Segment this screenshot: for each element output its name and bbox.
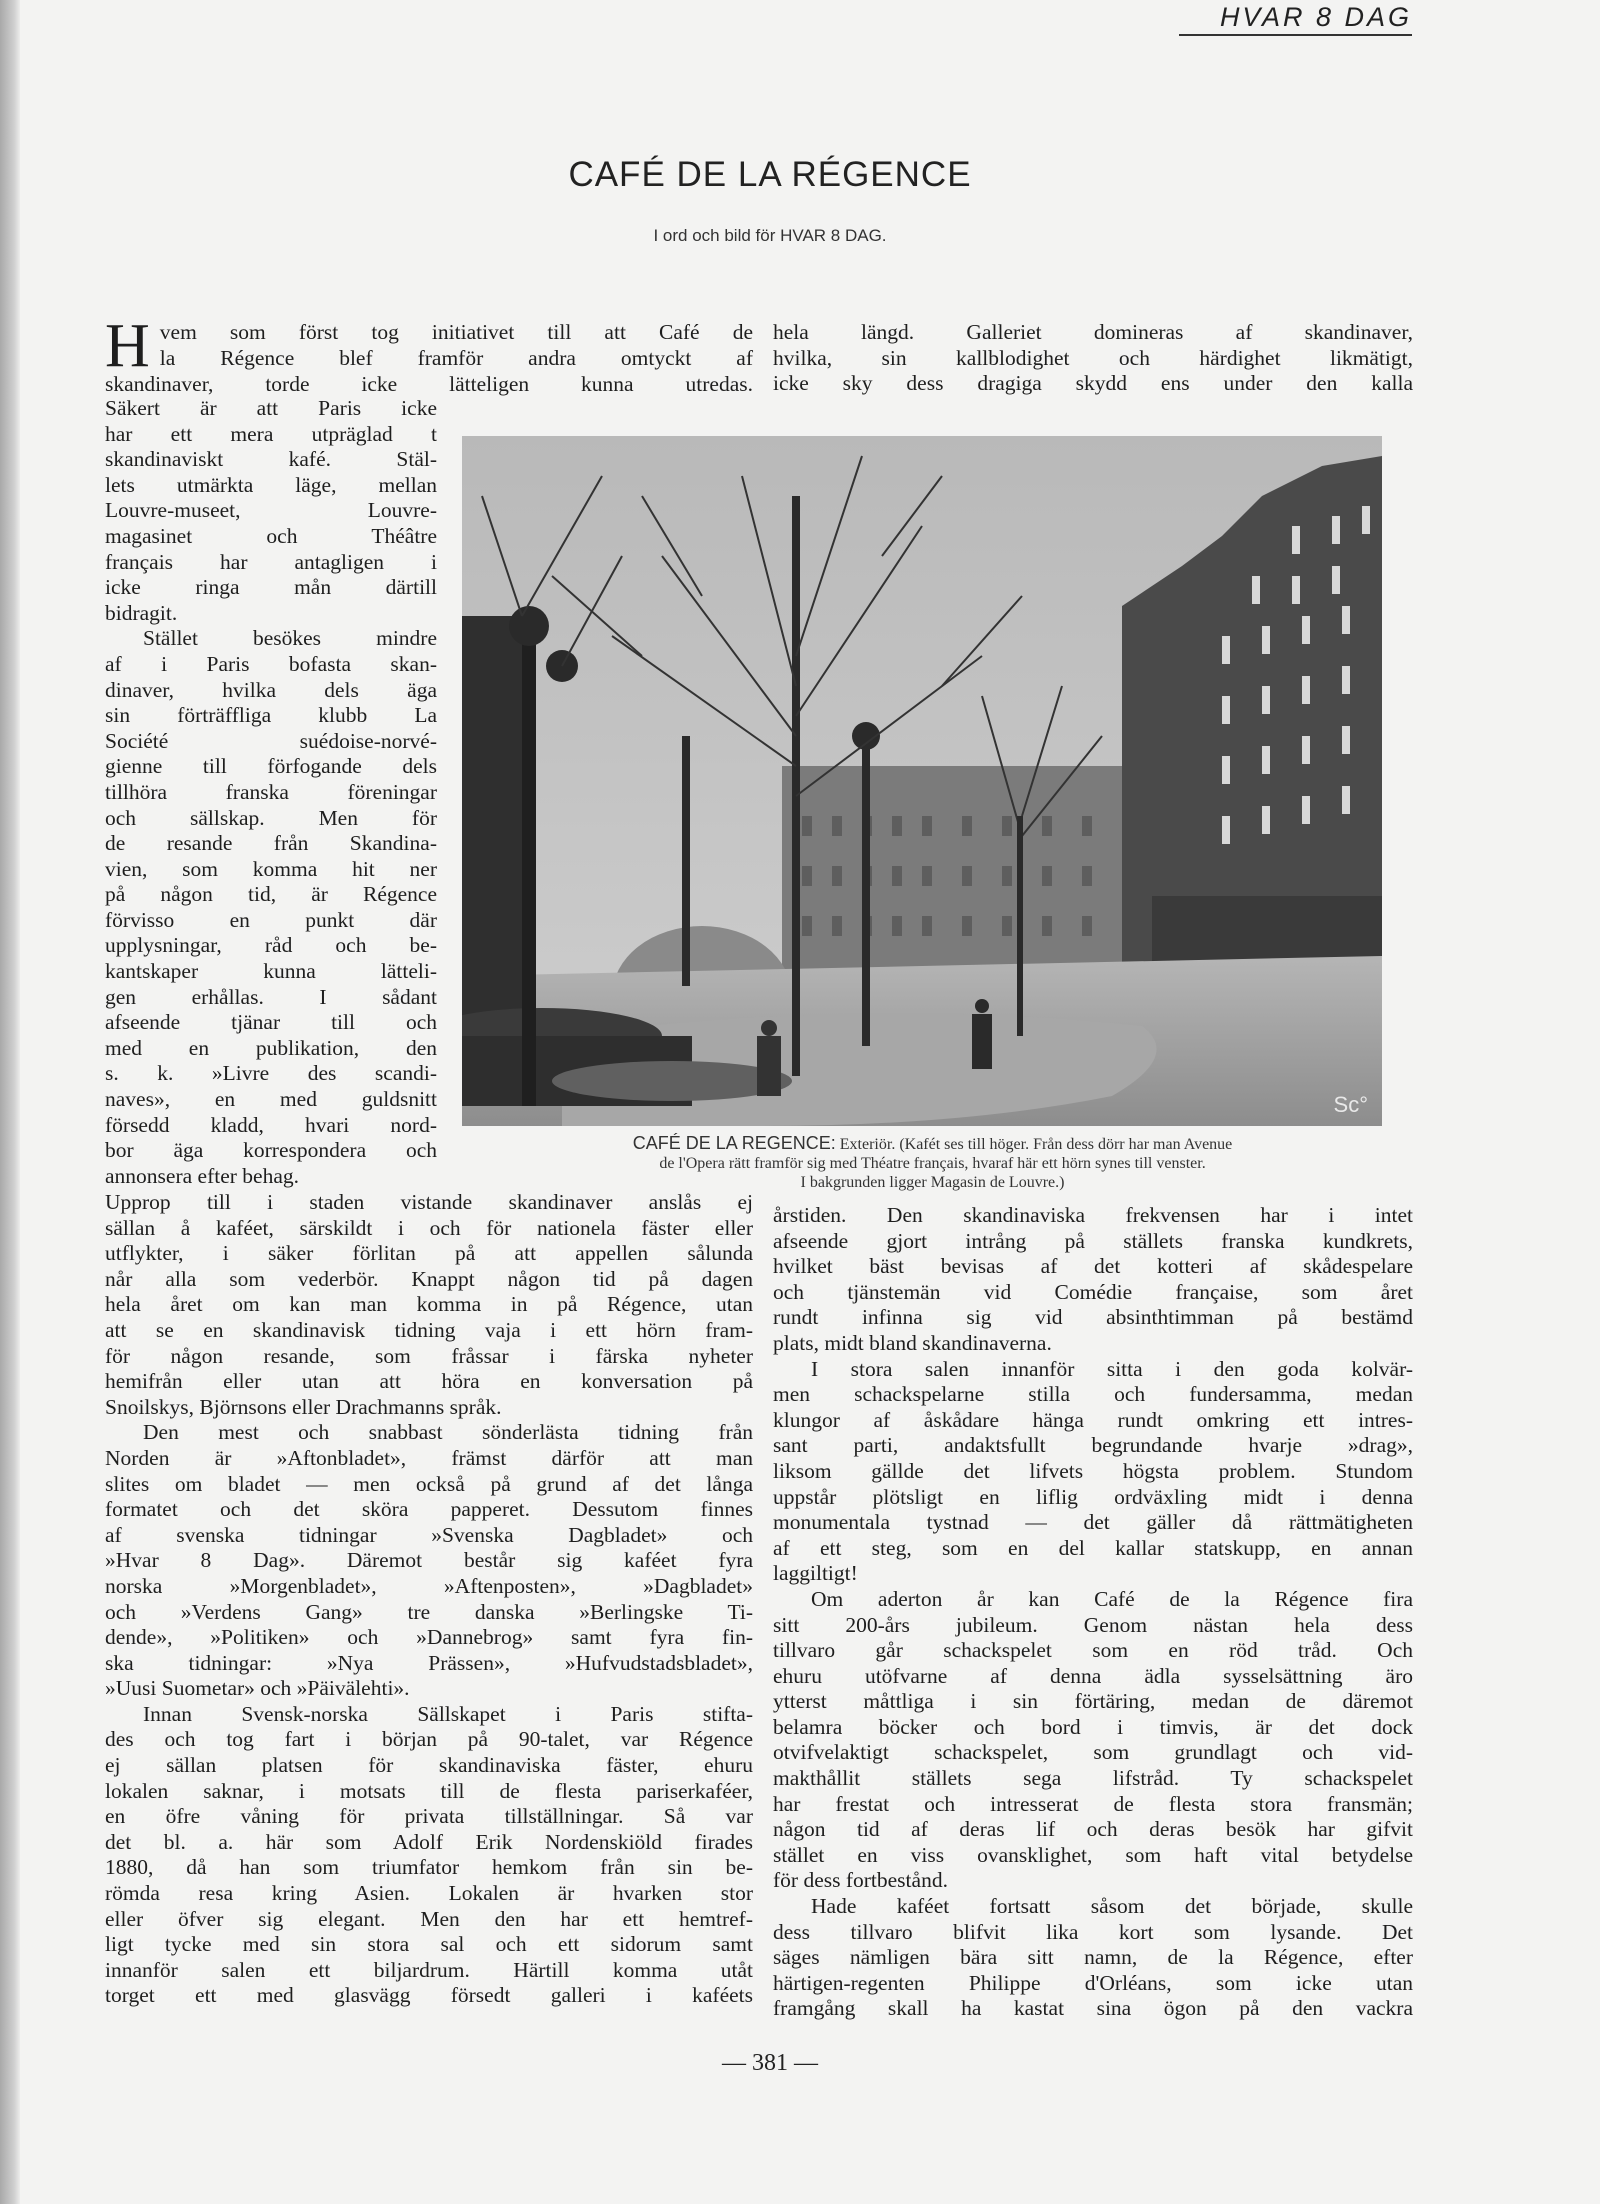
text-line: vem som först tog initiativet till att Café de: [159, 320, 753, 344]
magazine-page: [20, 0, 1600, 2204]
text-line: kantskaper kunna lätteli-: [105, 959, 437, 984]
article-subtitle: I ord och bild för HVAR 8 DAG.: [653, 226, 887, 245]
text-line: af i Paris bofasta skan-: [105, 651, 437, 676]
text-line: français har antagligen i: [105, 549, 437, 574]
text-line: 1880, då han som triumfator hemkom från sin be-: [105, 1855, 753, 1880]
text-line: Upprop till i staden vistande skandinaver anslås ej: [105, 1190, 753, 1214]
street-photo-cafe-exterior: [462, 436, 1382, 1126]
text-line: ytterst måttliga i sin förtäring, medan de däremot: [773, 1689, 1413, 1714]
photo-caption: [460, 1134, 1405, 1192]
text-line: tillhöra franska föreningar: [105, 779, 437, 804]
text-line: tillvaro går schackspelet som en röd tråd. Och: [773, 1638, 1413, 1663]
text-line: bor äga korrespondera och: [105, 1138, 437, 1163]
running-head: HVAR 8 DAG: [1219, 2, 1412, 32]
text-line: Louvre-museet, Louvre-: [105, 498, 437, 523]
text-line: Den mest och snabbast sönderlästa tidning från: [143, 1420, 753, 1445]
text-line: stället en viss ovansklighet, som haft vital betydelse: [773, 1842, 1413, 1867]
text-line: bidragit.: [105, 600, 178, 625]
text-line: otvifvelaktigt schackspelet, som grundlagt och vid-: [773, 1740, 1413, 1765]
text-line: s. k. »Livre des scandi-: [105, 1061, 437, 1086]
text-line: årstiden. Den skandinaviska frekvensen har i intet: [773, 1203, 1413, 1227]
text-line: rundt infinna sig vid absinthtimman på bestämd: [773, 1305, 1413, 1330]
left-narrow-column: [105, 396, 437, 1189]
text-line: liksom gällde det lifvets högsta problem. Stundom: [773, 1458, 1413, 1483]
text-line: römda resa kring Asien. Lokalen är hvarken stor: [105, 1881, 753, 1906]
caption-line: I bakgrunden ligger Magasin de Louvre.): [800, 1174, 1065, 1191]
caption-line: de l'Opera rätt framför sig med Théatre français, hvaraf här ett hörn synes till venster.: [659, 1155, 1206, 1172]
text-line: ej sällan platsen för skandinaviska fäster, ehuru: [105, 1753, 753, 1778]
text-line: magasinet och Théâtre: [105, 523, 437, 548]
text-line: afseende gjort intrång på ställets franska kundkrets,: [773, 1228, 1413, 1253]
text-line: Innan Svensk-norska Sällskapet i Paris stifta-: [143, 1701, 753, 1726]
intro-paragraph: [105, 312, 753, 398]
text-line: des och tog fart i början på 90-talet, var Régence: [105, 1727, 753, 1752]
text-line: innanför salen ett biljardrum. Härtill komma utåt: [105, 1957, 753, 1982]
text-line: icke sky dess dragiga skydd ens under den kalla: [773, 371, 1413, 396]
text-line: upplysningar, råd och be-: [105, 933, 437, 958]
text-line: sitt 200-års jubileum. Genom nästan hela dess: [773, 1612, 1413, 1637]
text-line: afseende tjänar till och: [105, 1010, 437, 1035]
text-line: norska »Morgenbladet», »Aftenposten», »Dagbladet»: [105, 1573, 753, 1598]
text-line: ehuru utöfvarne af denna ädla sysselsättning äro: [773, 1663, 1413, 1688]
text-line: dinaver, hvilka dels äga: [105, 677, 437, 702]
text-line: de resande från Skandina-: [105, 831, 437, 856]
text-line: och »Verdens Gang» tre danska »Berlingske Ti-: [105, 1599, 753, 1624]
text-line: la Régence blef framför andra omtyckt af: [159, 345, 753, 370]
text-line: hvilka, sin kallblodighet och härdighet likmätigt,: [773, 345, 1413, 370]
text-line: gienne till förfogande dels: [105, 754, 437, 779]
text-line: Hade kaféet fortsatt såsom det började, skulle: [811, 1894, 1413, 1919]
text-line: belamra böcker och bord i timvis, är det dock: [773, 1714, 1413, 1739]
text-line: formatet och det sköra papperet. Dessutom finnes: [105, 1497, 753, 1522]
right-column-body: [773, 1203, 1413, 2022]
page-number: — 381 —: [722, 2050, 818, 2076]
text-line: men schackspelarne stilla och fundersamma, medan: [773, 1382, 1413, 1407]
text-line: makthållit ställets sega lifstråd. Ty schackspelet: [773, 1766, 1413, 1791]
text-line: med en publikation, den: [105, 1035, 437, 1060]
text-line: hela året om kan man komma in på Régence, utan: [105, 1292, 753, 1317]
text-line: skandinaviskt kafé. Stäl-: [105, 447, 437, 472]
text-line: icke ringa mån därtill: [105, 575, 437, 600]
text-line: Om aderton år kan Café de la Régence fira: [811, 1586, 1413, 1611]
text-line: annonsera efter behag.: [105, 1163, 299, 1188]
text-line: Stället besökes mindre: [143, 626, 437, 651]
text-line: lets utmärkta läge, mellan: [105, 472, 437, 497]
scan-edge: [0, 0, 20, 2204]
text-line: af ett steg, som en del kallar statskupp, en annan: [773, 1535, 1413, 1560]
text-line: framgång skall ha kastat sina ögon på den vackra: [773, 1996, 1413, 2021]
photo-illustration: [462, 436, 1382, 1126]
text-line: för någon resande, som fråssar i färska nyheter: [105, 1343, 753, 1368]
article-title: CAFÉ DE LA RÉGENCE: [568, 155, 972, 194]
text-line: torget ett med glasvägg försedt galleri i kaféets: [105, 1983, 753, 2008]
text-line: slites om bladet — men också på grund af det långa: [105, 1471, 753, 1496]
text-line: en öfre våning för privata tillställningar. Så var: [105, 1804, 753, 1829]
text-line: det bl. a. här som Adolf Erik Nordenskiöld firades: [105, 1829, 753, 1854]
text-line: sällan å kaféet, särskildt i och för nationela fäster eller: [105, 1215, 753, 1240]
text-line: »Hvar 8 Dag». Däremot består sig kaféet fyra: [105, 1548, 753, 1573]
text-line: I stora salen innanför sitta i den goda kolvär-: [811, 1356, 1413, 1381]
text-line: härtigen-regenten Philippe d'Orléans, som icke utan: [773, 1970, 1413, 1995]
text-line: på någon tid, är Régence: [105, 882, 437, 907]
text-line: Snoilskys, Björnsons eller Drachmanns språk.: [105, 1394, 502, 1419]
text-line: hemifrån eller utan att höra en konversation på: [105, 1369, 753, 1394]
text-line: uppstår plötsligt en liflig ordväxling midt i denna: [773, 1484, 1413, 1509]
caption-line: Exteriör. (Kafét ses till höger. Från dess dörr har man Avenue: [839, 1136, 1233, 1153]
text-line: har ett mera utpräglad t: [105, 421, 437, 446]
right-column-top: [773, 320, 1413, 397]
text-line: säges nämligen bära sitt namn, de la Régence, efter: [773, 1945, 1413, 1970]
text-line: dess tillvaro blifvit lika kort som lysande. Det: [773, 1919, 1413, 1944]
text-line: plats, midt bland skandinaverna.: [773, 1330, 1052, 1355]
text-line: klungor af åskådare hänga rundt omkring ett intres-: [773, 1407, 1413, 1432]
drop-cap: H: [105, 312, 150, 380]
text-line: förvisso en punkt där: [105, 907, 437, 932]
left-column-body: [105, 1190, 753, 2009]
text-line: sin förträffliga klubb La: [105, 703, 437, 728]
text-line: gen erhållas. I sådant: [105, 984, 437, 1009]
text-line: sant parti, andaktsfullt begrundande hvarje »drag»,: [773, 1433, 1413, 1458]
text-line: laggiltigt!: [773, 1561, 858, 1586]
text-line: dende», »Politiken» och »Dannebrog» samt fyra fin-: [105, 1625, 753, 1650]
text-line: har frestat och intresserat de flesta stora fransmän;: [773, 1791, 1413, 1816]
text-line: naves», en med guldsnitt: [105, 1087, 437, 1112]
text-line: »Uusi Suometar» och »Päivälehti».: [105, 1676, 410, 1701]
text-line: någon tid af deras lif och deras besök har gifvit: [773, 1817, 1413, 1842]
running-head-rule: [1179, 34, 1412, 36]
text-line: hela längd. Galleriet domineras af skandinaver,: [773, 320, 1413, 344]
caption-heading: CAFÉ DE LA REGENCE:: [632, 1133, 836, 1153]
text-line: ligt tycke med sin stora sal och ett sidorum samt: [105, 1932, 753, 1957]
text-line: hvilket bäst bevisas af det kotteri af skådespelare: [773, 1254, 1413, 1279]
text-line: Säkert är att Paris icke: [105, 396, 437, 420]
text-line: af svenska tidningar »Svenska Dagbladet» och: [105, 1522, 753, 1547]
text-line: Norden är »Aftonbladet», främst därför att man: [105, 1445, 753, 1470]
text-line: utflykter, i säker förlitan på att appellen sålunda: [105, 1241, 753, 1266]
text-line: ska tidningar: »Nya Prässen», »Hufvudstadsbladet»,: [105, 1650, 753, 1675]
photographer-signature: Sc°: [1333, 1092, 1368, 1117]
text-line: och tjänstemän vid Comédie française, som året: [773, 1279, 1413, 1304]
text-line: monumentala tystnad — det gäller då rättmätigheten: [773, 1510, 1413, 1535]
text-line: och sällskap. Men för: [105, 805, 437, 830]
text-line: Société suédoise-norvé-: [105, 728, 437, 753]
text-line: försedd kladd, hvari nord-: [105, 1112, 437, 1137]
text-line: vien, som komma hit ner: [105, 856, 437, 881]
text-line: lokalen saknar, i motsats till de flesta pariserkaféer,: [105, 1778, 753, 1803]
text-line: når alla som vederbör. Knappt någon tid på dagen: [105, 1266, 753, 1291]
text-line: skandinaver, torde icke lätteligen kunna utredas.: [105, 372, 753, 396]
text-line: att se en skandinavisk tidning vaja i ett hörn fram-: [105, 1317, 753, 1342]
text-line: för dess fortbestånd.: [773, 1868, 948, 1893]
text-line: eller öfver sig elegant. Men den har ett hemtref-: [105, 1906, 753, 1931]
